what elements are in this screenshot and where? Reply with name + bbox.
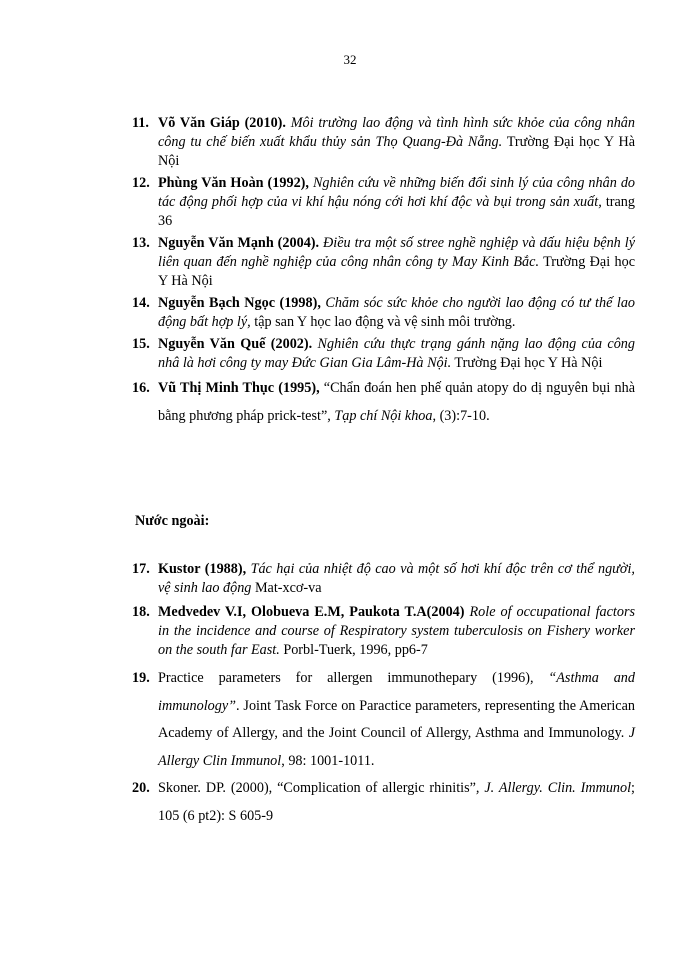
reference-20 xyxy=(132,775,635,830)
reference-title: Chăm sóc sức khỏe cho người lao động có tư thế lao động bất hợp lý, xyxy=(158,295,636,330)
reference-18 xyxy=(132,603,635,660)
reference-number: 20. xyxy=(132,780,150,796)
reference-journal: , J. Allergy. Clin. Immunol xyxy=(475,780,632,796)
reference-13 xyxy=(132,234,635,291)
reference-journal: Tạp chí Nội khoa xyxy=(334,407,433,424)
reference-article: “Chẩn đoán hen phế quản atopy do dị nguyên bụi nhà bằng phương pháp prick-test”, xyxy=(158,380,635,424)
reference-source: Trường Đại học Y Hà Nội xyxy=(158,254,635,289)
reference-title: Nghiên cứu thực trạng gánh nặng lao động của công nhâ là hơi công ty may Đức Gian Gia Lâm-Hà Nội. xyxy=(158,336,635,371)
reference-title: Điều tra một số stree nghề nghiệp và dấu hiệu bệnh lý liên quan đến nghề nghiệp của công nhân công ty May Kinh Bắc. xyxy=(158,235,635,270)
reference-15 xyxy=(132,335,635,373)
reference-number: 19. xyxy=(132,670,150,686)
reference-12 xyxy=(132,174,635,231)
reference-author: Skoner. DP. (2000), “Complication of allergic rhinitis” xyxy=(158,780,476,796)
reference-number: 12. xyxy=(132,175,150,191)
reference-author: Võ Văn Giáp (2010). xyxy=(158,115,286,131)
reference-title: “Asthma and immunology” xyxy=(158,670,635,714)
reference-source: , (3):7-10. xyxy=(432,407,490,424)
reference-16 xyxy=(132,375,635,430)
reference-source: Trường Đại học Y Hà Nội xyxy=(158,134,636,169)
reference-author: Kustor (1988), xyxy=(158,561,247,577)
reference-19 xyxy=(132,665,635,775)
reference-author: Vũ Thị Minh Thục (1995), xyxy=(158,380,320,396)
reference-number: 18. xyxy=(132,604,150,620)
reference-number: 11. xyxy=(132,115,149,131)
foreign-references xyxy=(132,560,635,830)
reference-number: 15. xyxy=(132,336,150,352)
reference-title: Nghiên cứu về những biến đổi sinh lý của công nhân do tác động phối hợp của vi khí hậu nóng cới hơi khí độc và bụi trong sản xuất, xyxy=(158,175,636,210)
reference-source: Mat-xcơ-va xyxy=(251,580,322,596)
reference-number: 16. xyxy=(132,380,150,396)
reference-title: Môi trường lao động và tình hình sức khỏe của công nhân công tu chế biến xuất khẩu thủy sản Thọ Quang-Đà Nẵng. xyxy=(158,115,635,150)
reference-author: Phùng Văn Hoàn (1992), xyxy=(158,175,309,191)
reference-publisher: . Joint Task Force on Paractice parameters, representing the American Academy of Allergy, and the Joint Council of Allergy, Asthma and Immunology. xyxy=(158,697,635,741)
reference-author: Medvedev V.I, Olobueva E.M, Paukota T.A(2004) xyxy=(158,604,465,620)
domestic-references xyxy=(132,114,635,430)
reference-11 xyxy=(132,114,635,171)
reference-14 xyxy=(132,294,635,332)
reference-title: Role of occupational factors in the incidence and course of Respiratory system tuberculosis on Fishery worker on the south far East. xyxy=(158,604,635,658)
reference-source: Trường Đại học Y Hà Nội xyxy=(451,355,603,371)
reference-title: Tác hại của nhiệt độ cao và một số hơi khí độc trên cơ thể người, vệ sinh lao động xyxy=(158,561,635,596)
reference-number: 14. xyxy=(132,295,150,311)
reference-author: Nguyễn Văn Mạnh (2004). xyxy=(158,235,320,251)
reference-source: Porbl-Tuerk, 1996, pp6-7 xyxy=(279,642,428,658)
section-heading-foreign: Nước ngoài: xyxy=(135,513,210,529)
reference-source: , 98: 1001-1011. xyxy=(281,752,375,769)
reference-number: 17. xyxy=(132,561,150,577)
reference-author: Nguyễn Văn Quế (2002). xyxy=(158,336,313,352)
reference-source: ; 105 (6 pt2): S 605-9 xyxy=(158,780,635,824)
reference-journal: J Allergy Clin Immunol xyxy=(158,725,635,769)
reference-author: Practice parameters for allergen immunothepary (1996), xyxy=(158,670,549,686)
reference-author: Nguyễn Bạch Ngọc (1998), xyxy=(158,295,321,311)
reference-17 xyxy=(132,560,635,598)
reference-source: trang 36 xyxy=(158,194,635,229)
page-number: 32 xyxy=(343,52,357,67)
reference-source: tập san Y học lao động và vệ sinh môi trường. xyxy=(250,314,516,330)
reference-number: 13. xyxy=(132,235,150,251)
